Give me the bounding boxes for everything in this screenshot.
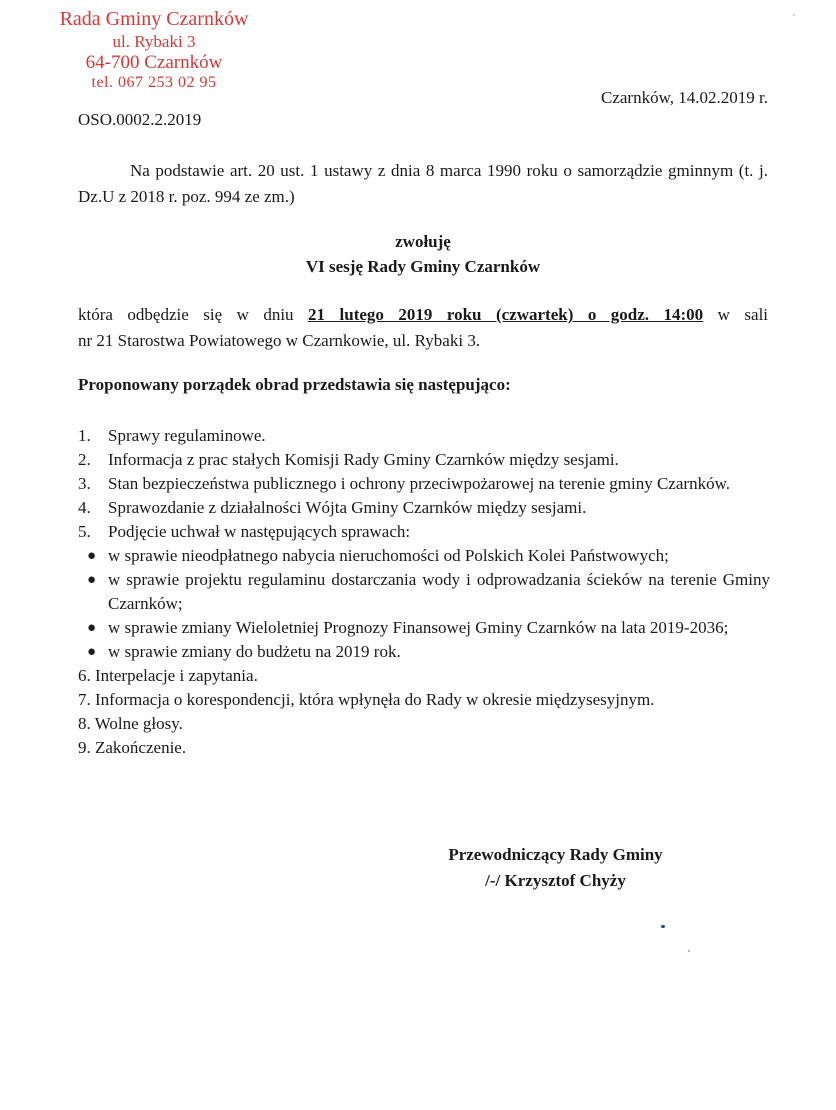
agenda-item-text: Podjęcie uchwał w następujących sprawach:: [108, 522, 411, 541]
agenda-item-text: Sprawy regulaminowe.: [108, 426, 266, 445]
agenda-item: [78, 520, 770, 544]
scan-speck: [793, 14, 795, 16]
agenda-item-number: 2.: [78, 450, 91, 469]
signature-block: [418, 842, 693, 894]
agenda-list: [78, 424, 770, 760]
signatory-name: /-/ Krzysztof Chyży: [485, 871, 626, 890]
agenda-item-text: 8. Wolne głosy.: [78, 714, 183, 733]
resolution-bullet: [78, 640, 770, 664]
agenda-item-text: 9. Zakończenie.: [78, 738, 187, 757]
convene-heading: zwołuję: [395, 232, 451, 251]
stamp-line-city: 64-700 Czarnków: [85, 51, 223, 73]
agenda-item: [78, 496, 770, 520]
scan-speck: [688, 950, 690, 952]
place-and-date: Czarnków, 14.02.2019 r.: [601, 88, 768, 107]
agenda-item-number: 5.: [78, 522, 91, 541]
bullet-icon: ●: [87, 548, 97, 564]
resolution-text: w sprawie nieodpłatnego nabycia nieruchomości od Polskich Kolei Państwowych;: [108, 546, 669, 565]
agenda-item: [78, 736, 770, 760]
bullet-icon: ●: [87, 620, 97, 636]
meeting-prefix: która odbędzie się w dniu: [78, 305, 294, 324]
session-title: VI sesję Rady Gminy Czarnków: [305, 257, 541, 276]
agenda-item-number: 1.: [78, 426, 91, 445]
agenda-item-text: Stan bezpieczeństwa publicznego i ochrony przeciwpożarowej na terenie gminy Czarnków.: [108, 474, 730, 493]
agenda-item-number: 4.: [78, 498, 91, 517]
agenda-heading: Proponowany porządek obrad przedstawia się następująco:: [78, 375, 511, 394]
agenda-item-text: Informacja z prac stałych Komisji Rady Gminy Czarnków między sesjami.: [108, 450, 619, 469]
resolution-bullet: [78, 544, 770, 568]
agenda-item: [78, 688, 770, 712]
agenda-item-text: Sprawozdanie z działalności Wójta Gminy Czarnków między sesjami.: [108, 498, 587, 517]
agenda-item: [78, 472, 770, 496]
scan-speck: [661, 925, 665, 928]
signatory-title: Przewodniczący Rady Gminy: [448, 845, 663, 864]
resolution-text: w sprawie projektu regulaminu dostarczania wody i odprowadzania ścieków na terenie Gminy Czarnków;: [108, 570, 770, 613]
agenda-item-text: 6. Interpelacje i zapytania.: [78, 666, 258, 685]
legal-basis-paragraph: Na podstawie art. 20 ust. 1 ustawy z dnia 8 marca 1990 roku o samorządzie gminnym (t. j. Dz.U z 2018 r. poz. 994 ze zm.): [78, 161, 768, 206]
resolution-bullet: [78, 568, 770, 616]
agenda-item-number: 3.: [78, 474, 91, 493]
meeting-suffix: w sali: [717, 305, 769, 324]
reference-number: OSO.0002.2.2019: [78, 110, 202, 129]
agenda-item: [78, 664, 770, 688]
resolution-text: w sprawie zmiany Wieloletniej Prognozy Finansowej Gminy Czarnków na lata 2019-2036;: [108, 618, 729, 637]
bullet-icon: ●: [87, 644, 97, 660]
resolution-text: w sprawie zmiany do budżetu na 2019 rok.: [108, 642, 401, 661]
meeting-date-time: 21 lutego 2019 roku (czwartek) o godz. 14:00: [308, 305, 704, 324]
agenda-item: [78, 424, 770, 448]
bullet-icon: ●: [87, 572, 97, 588]
meeting-details: [78, 302, 768, 354]
stamp-line-street: ul. Rybaki 3: [112, 31, 196, 51]
council-stamp: [44, 8, 264, 93]
stamp-line-name: Rada Gminy Czarnków: [59, 8, 249, 30]
agenda-item: [78, 712, 770, 736]
meeting-location: nr 21 Starostwa Powiatowego w Czarnkowie, ul. Rybaki 3.: [78, 331, 481, 350]
agenda-item: [78, 448, 770, 472]
resolution-bullet: [78, 616, 770, 640]
agenda-item-text: 7. Informacja o korespondencji, która wpłynęła do Rady w okresie międzysesyjnym.: [78, 690, 655, 709]
meeting-line-1: [78, 302, 768, 328]
stamp-line-phone: tel. 067 253 02 95: [91, 74, 217, 92]
